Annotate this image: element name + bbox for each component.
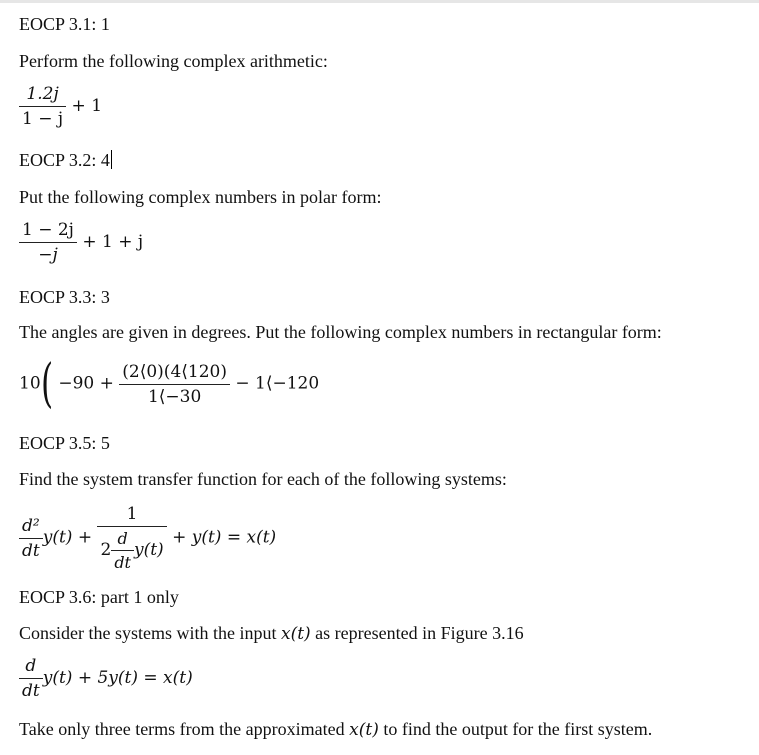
q6-equation <box>19 656 193 701</box>
q5-frac-den <box>97 527 166 572</box>
q5-derivative <box>19 516 43 561</box>
q1-tail: + 1 <box>71 96 103 116</box>
q5-two: 2 <box>100 540 112 560</box>
q3-equation <box>19 354 320 414</box>
q6-footer-a: Take only three terms from the approximated <box>19 719 345 739</box>
q3-frac-num: (2⟨0)(4⟨120) <box>119 362 230 385</box>
q6-footer-b: to find the output for the first system. <box>383 719 653 739</box>
q6-d-num: d <box>19 656 43 679</box>
q1-fraction <box>19 84 66 129</box>
q5-y1: y(t) + <box>42 527 93 548</box>
q1-frac-den: 1 − j <box>22 109 64 129</box>
q3-header: EOCP 3.3: 3 <box>19 287 110 307</box>
q5-tail: + y(t) = x(t) <box>172 527 277 548</box>
q2-frac-den: −j <box>38 245 58 265</box>
q3-angle-a: −90 + <box>58 373 114 394</box>
q3-fraction <box>119 362 230 407</box>
q6-derivative <box>19 656 43 701</box>
q5-d-den: dt <box>22 540 40 561</box>
q5-dt-small: dt <box>114 553 131 572</box>
q6-eq: y(t) + 5y(t) = x(t) <box>42 668 193 688</box>
q5-header: EOCP 3.5: 5 <box>19 433 110 453</box>
q2-header: EOCP 3.2: 4 <box>19 150 110 170</box>
q6-prompt-x: x(t) <box>280 624 311 644</box>
q5-d-num: d² <box>19 516 43 539</box>
q2-frac-num: 1 − 2j <box>19 220 77 243</box>
q6-d-den: dt <box>22 681 40 701</box>
q6-footer-x: x(t) <box>349 720 379 740</box>
q5-y2: y(t) <box>133 540 164 560</box>
q2-fraction <box>19 220 77 265</box>
q3-tail: − 1⟨−120 <box>235 373 320 394</box>
angle-bracket-symbol: ( <box>40 354 53 414</box>
q6-header: EOCP 3.6: part 1 only <box>19 587 179 607</box>
q5-equation <box>19 504 276 572</box>
q2-prompt: Put the following complex numbers in polar form: <box>19 187 382 207</box>
q3-lead: 10 <box>19 373 41 394</box>
text-cursor <box>111 150 112 169</box>
q6-prompt <box>19 623 524 644</box>
q3-prompt: The angles are given in degrees. Put the following complex numbers in rectangular form: <box>19 322 662 342</box>
q3-frac-den: 1⟨−30 <box>147 386 202 407</box>
q2-equation <box>19 220 143 265</box>
q6-prompt-b: as represented in Figure 3.16 <box>315 623 524 643</box>
q1-prompt: Perform the following complex arithmetic: <box>19 51 328 71</box>
q1-equation <box>19 84 102 129</box>
q5-prompt: Find the system transfer function for each of the following systems: <box>19 469 507 489</box>
q1-frac-num: 1.2j <box>19 84 66 107</box>
q5-fraction <box>97 504 166 572</box>
q6-prompt-a: Consider the systems with the input <box>19 623 277 643</box>
q5-one: 1 <box>97 504 166 527</box>
q6-footer <box>19 719 652 740</box>
q2-tail: + 1 + j <box>82 232 144 252</box>
q5-inner-derivative <box>111 529 134 572</box>
q1-header: EOCP 3.1: 1 <box>19 14 110 34</box>
q5-d-small: d <box>111 529 134 551</box>
top-border <box>0 0 759 3</box>
q2-header-line[interactable] <box>19 150 112 171</box>
